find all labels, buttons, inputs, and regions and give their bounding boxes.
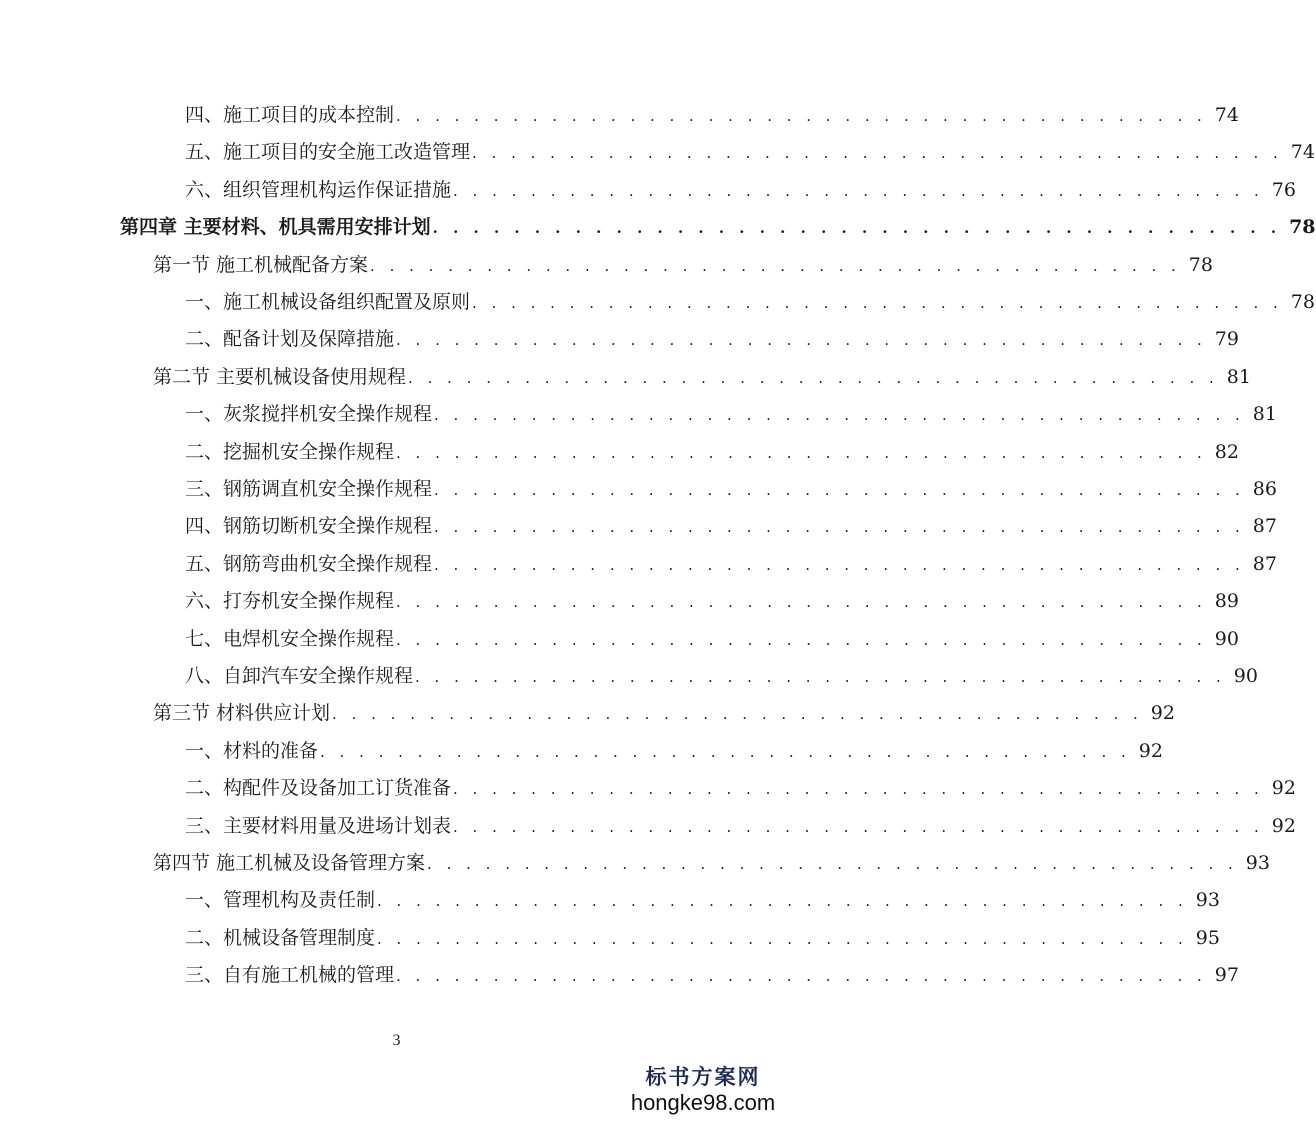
toc-entry-item [185,437,1239,467]
toc-entry-title: 一、灰浆搅拌机安全操作规程 [185,403,433,425]
toc-entry-page: 90 [1214,628,1239,650]
toc-leader-dots: . . . . . . . . . . . . . . . . . . . . . . . . . . . . . . . . . . . . . . . . . . [434,481,1245,499]
toc-entry-item [185,773,1296,803]
toc-entry-item [185,736,1163,766]
toc-entry-item [185,399,1277,429]
toc-entry-page: 92 [1271,815,1296,837]
toc-leader-dots: . . . . . . . . . . . . . . . . . . . . . . . . . . . . . . . . . . . . . . . . . . [396,631,1207,649]
toc-entry-section [153,250,1213,280]
toc-entry-page: 89 [1214,590,1239,612]
toc-leader-dots: . . . . . . . . . . . . . . . . . . . . . . . . . . . . . . . . . . . . . . . . . . [472,294,1283,312]
toc-entry-page: 74 [1290,141,1315,163]
watermark-url-text: hongke98.com [630,1090,776,1115]
toc-entry-page: 81 [1252,403,1277,425]
toc-entry-item [185,287,1315,317]
toc-leader-dots: . . . . . . . . . . . . . . . . . . . . . . . . . . . . . . . . . . . . . . . . . . [396,444,1207,462]
toc-entry-page: 92 [1271,777,1296,799]
toc-entry-page: 87 [1252,553,1277,575]
toc-entry-page: 92 [1138,740,1163,762]
toc-leader-dots: . . . . . . . . . . . . . . . . . . . . . . . . . . . . . . . . . . . . . . . . . . [370,257,1181,275]
toc-leader-dots: . . . . . . . . . . . . . . . . . . . . . . . . . . . . . . . . . . . . . . . . . . [332,705,1143,723]
toc-entry-page: 86 [1252,478,1277,500]
toc-entry-title: 第一节 施工机械配备方案 [153,254,369,276]
toc-leader-dots: . . . . . . . . . . . . . . . . . . . . . . . . . . . . . . . . . . . . . . . . . . [472,144,1283,162]
toc-entry-item [185,175,1296,205]
toc-leader-dots: . . . . . . . . . . . . . . . . . . . . . . . . . . . . . . . . . . . . . . . . . . [453,182,1264,200]
toc-entry-title: 五、施工项目的安全施工改造管理 [185,141,471,163]
toc-entry-item [185,511,1277,541]
toc-entry-page: 76 [1271,179,1296,201]
toc-entry-title: 五、钢筋弯曲机安全操作规程 [185,553,433,575]
toc-entry-item [185,885,1220,915]
toc-entry-title: 四、钢筋切断机安全操作规程 [185,515,433,537]
toc-leader-dots: . . . . . . . . . . . . . . . . . . . . . . . . . . . . . . . . . . . . . . . . . . [396,593,1207,611]
toc-entry-title: 第二节 主要机械设备使用规程 [153,366,407,388]
toc-entry-page: 87 [1252,515,1277,537]
toc-entry-page: 93 [1245,852,1270,874]
toc-entry-page: 90 [1233,665,1258,687]
toc-entry-page: 78 [1188,254,1213,276]
toc-entry-page: 79 [1214,328,1239,350]
toc-entry-title: 第四章 主要材料、机具需用安排计划 [120,216,431,238]
toc-leader-dots: . . . . . . . . . . . . . . . . . . . . . . . . . . . . . . . . . . . . . . . . . . [453,780,1264,798]
toc-entry-title: 二、挖掘机安全操作规程 [185,441,395,463]
toc-leader-dots: . . . . . . . . . . . . . . . . . . . . . . . . . . . . . . . . . . . . . . . . . . [415,668,1226,686]
toc-entry-title: 三、主要材料用量及进场计划表 [185,815,452,837]
toc-leader-dots: . . . . . . . . . . . . . . . . . . . . . . . . . . . . . . . . . . . . . . . . . . [396,967,1207,985]
toc-entry-page: 92 [1150,702,1175,724]
toc-entry-section [153,848,1270,878]
toc-entry-page: 81 [1226,366,1251,388]
page-number: 3 [392,1032,401,1049]
toc-entry-item [185,624,1239,654]
toc-entry-item [185,811,1296,841]
toc-leader-dots: . . . . . . . . . . . . . . . . . . . . . . . . . . . . . . . . . . . . . . . . . . [377,892,1188,910]
toc-leader-dots: . . . . . . . . . . . . . . . . . . . . . . . . . . . . . . . . . . . . . . . . . . [434,518,1245,536]
toc-entry-page: 82 [1214,441,1239,463]
toc-entry-item [185,960,1239,990]
toc-leader-dots: . . . . . . . . . . . . . . . . . . . . . . . . . . . . . . . . . . . . . . . . . . [396,107,1207,125]
toc-entry-title: 三、钢筋调直机安全操作规程 [185,478,433,500]
toc-leader-dots: . . . . . . . . . . . . . . . . . . . . . . . . . . . . . . . . . . . . . . . . . . [377,930,1188,948]
toc-entry-title: 四、施工项目的成本控制 [185,104,395,126]
toc-entry-title: 一、材料的准备 [185,740,319,762]
toc-entry-item [185,549,1277,579]
toc-entry-item [185,100,1239,130]
toc-entry-page: 95 [1195,927,1220,949]
toc-leader-dots: . . . . . . . . . . . . . . . . . . . . . . . . . . . . . . . . . . . . . . . . . . [396,331,1207,349]
toc-leader-dots: . . . . . . . . . . . . . . . . . . . . . . . . . . . . . . . . . . . . . . . . . . [320,743,1131,761]
toc-leader-dots: . . . . . . . . . . . . . . . . . . . . . . . . . . . . . . . . . . . . . . . . . . [432,219,1282,237]
toc-entry-title: 二、构配件及设备加工订货准备 [185,777,452,799]
toc-leader-dots: . . . . . . . . . . . . . . . . . . . . . . . . . . . . . . . . . . . . . . . . . . [434,556,1245,574]
toc-entry-chapter [120,212,1316,242]
toc-entry-title: 二、配备计划及保障措施 [185,328,395,350]
toc-entry-item [185,661,1258,691]
toc-entry-page: 93 [1195,889,1220,911]
toc-leader-dots: . . . . . . . . . . . . . . . . . . . . . . . . . . . . . . . . . . . . . . . . . . [453,818,1264,836]
toc-entry-item [185,137,1315,167]
toc-entry-page: 78 [1290,291,1315,313]
toc-entry-title: 第四节 施工机械及设备管理方案 [153,852,426,874]
toc-leader-dots: . . . . . . . . . . . . . . . . . . . . . . . . . . . . . . . . . . . . . . . . . . [427,855,1238,873]
toc-entry-title: 六、打夯机安全操作规程 [185,590,395,612]
toc-entry-item [185,923,1220,953]
toc-entry-title: 二、机械设备管理制度 [185,927,376,949]
toc-entry-section [153,362,1251,392]
watermark-chinese-text: 标书方案网 [645,1064,761,1089]
toc-entry-section [153,698,1175,728]
toc-entry-page: 74 [1214,104,1239,126]
toc-entry-title: 一、施工机械设备组织配置及原则 [185,291,471,313]
toc-entry-item [185,324,1239,354]
toc-entry-title: 七、电焊机安全操作规程 [185,628,395,650]
toc-entry-title: 第三节 材料供应计划 [153,702,331,724]
toc-entry-page: 78 [1289,216,1316,238]
toc-leader-dots: . . . . . . . . . . . . . . . . . . . . . . . . . . . . . . . . . . . . . . . . . . [408,369,1219,387]
toc-entry-title: 三、自有施工机械的管理 [185,964,395,986]
toc-entry-title: 八、自卸汽车安全操作规程 [185,665,414,687]
toc-entry-item [185,586,1239,616]
site-watermark [627,1064,779,1116]
toc-entry-item [185,474,1277,504]
toc-entry-page: 97 [1214,964,1239,986]
toc-entry-title: 一、管理机构及责任制 [185,889,376,911]
toc-entry-title: 六、组织管理机构运作保证措施 [185,179,452,201]
toc-leader-dots: . . . . . . . . . . . . . . . . . . . . . . . . . . . . . . . . . . . . . . . . . . [434,406,1245,424]
